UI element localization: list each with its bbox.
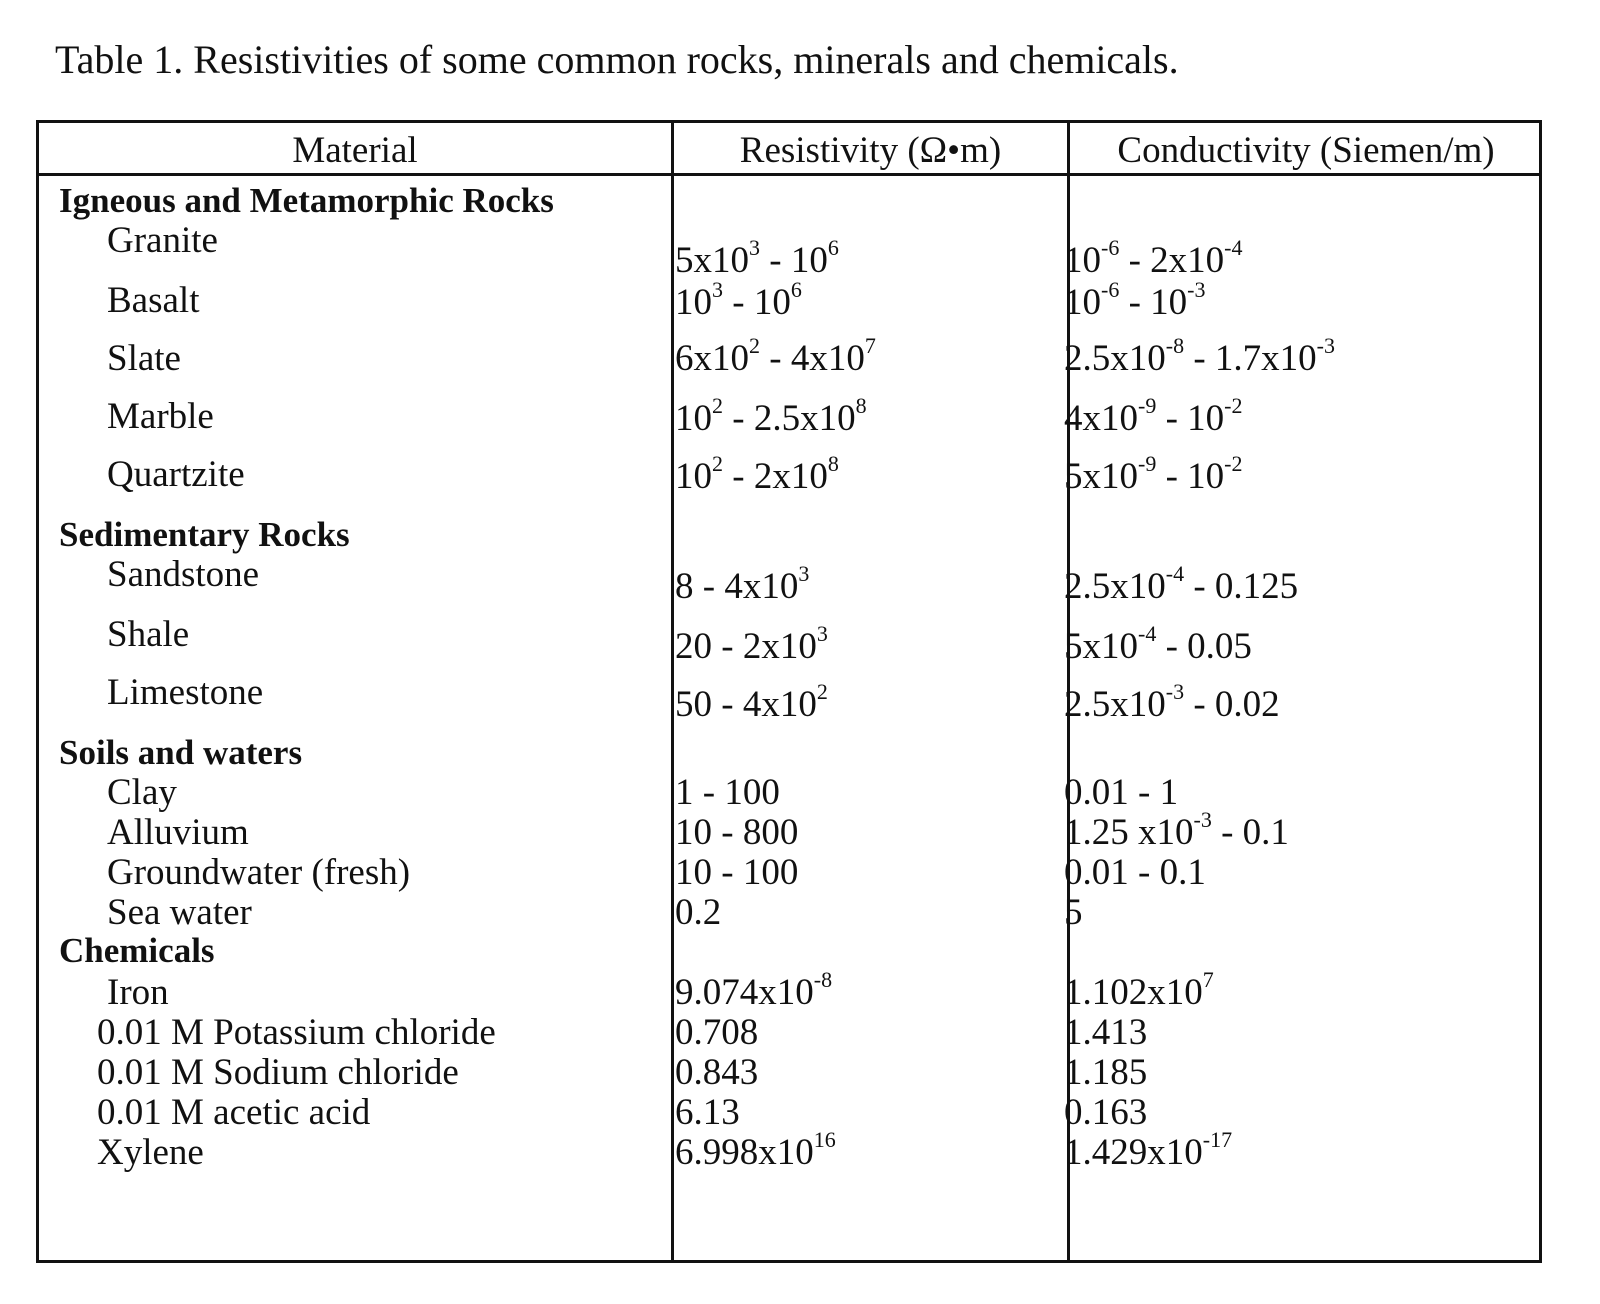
conductivity-cell: $10^{-6} - 2x10^{-4}$	[1064, 234, 1243, 281]
header-resistivity: Resistivity (Ω•m)	[739, 130, 1002, 171]
material-cell: 0.01 M Potassium chloride	[97, 1012, 496, 1053]
material-cell: Basalt	[107, 280, 200, 321]
group-label: Sedimentary Rocks	[59, 515, 350, 554]
conductivity-cell: 1.413	[1064, 1012, 1148, 1053]
material-cell: Marble	[107, 396, 214, 437]
table-caption: Table 1. Resistivities of some common rocks, minerals and chemicals.	[55, 37, 1179, 82]
conductivity-cell: $1.102x10^7$	[1064, 966, 1214, 1013]
resistivity-cell: $20 - 2x10^3$	[675, 620, 828, 667]
material-cell: Granite	[107, 220, 218, 261]
resistivity-table	[36, 120, 1542, 1263]
resistivity-cell: $10^3 - 10^6$	[675, 276, 802, 323]
material-cell: Shale	[107, 614, 190, 655]
conductivity-cell: $2.5x10^{-4} - 0.125$	[1064, 560, 1299, 607]
group-label: Chemicals	[59, 931, 215, 970]
conductivity-cell: $4x10^{-9} - 10^{-2}$	[1064, 392, 1243, 439]
material-cell: 0.01 M acetic acid	[97, 1092, 371, 1133]
conductivity-cell: 0.163	[1064, 1092, 1148, 1133]
header-material: Material	[292, 130, 418, 171]
resistivity-cell: $6.998x10^{16}$	[675, 1126, 836, 1173]
material-cell: Iron	[107, 972, 169, 1013]
resistivity-cell: $9.074x10^{-8}$	[675, 966, 833, 1013]
material-cell: Sea water	[107, 892, 252, 933]
resistivity-cell: 0.708	[675, 1012, 759, 1053]
conductivity-cell: $5x10^{-4} - 0.05$	[1064, 620, 1252, 667]
resistivity-cell: 6.13	[675, 1092, 740, 1133]
conductivity-cell: 1.185	[1064, 1052, 1148, 1093]
resistivity-cell: 0.2	[675, 892, 722, 933]
material-cell: Groundwater (fresh)	[107, 852, 411, 893]
conductivity-cell: 1.25 $x10^{-3} - 0.1$	[1064, 806, 1289, 853]
resistivity-cell: 0.843	[675, 1052, 759, 1093]
conductivity-cell: $5x10^{-9} - 10^{-2}$	[1064, 450, 1243, 497]
conductivity-cell: $10^{-6} - 10^{-3}$	[1064, 276, 1206, 323]
resistivity-cell: $6x10^2 - 4x10^7$	[675, 332, 876, 379]
conductivity-cell: 5	[1064, 892, 1083, 933]
resistivity-cell: $10^2 - 2.5x10^8$	[675, 392, 867, 439]
material-cell: Clay	[107, 772, 177, 813]
conductivity-cell: 0.01 - 1	[1064, 772, 1179, 813]
resistivity-cell: $8 - 4x10^3$	[675, 560, 810, 607]
material-cell: Slate	[107, 338, 181, 379]
resistivity-cell: 10 - 100	[675, 852, 799, 893]
group-label: Soils and waters	[59, 733, 303, 772]
resistivity-cell: $5x10^3 - 10^6$	[675, 234, 839, 281]
resistivity-cell: 1 - 100	[675, 772, 780, 813]
material-cell: Sandstone	[107, 554, 260, 595]
resistivity-cell: $10^2 - 2x10^8$	[675, 450, 839, 497]
table-body	[39, 123, 1539, 1260]
resistivity-cell: $50 - 4x10^2$	[675, 678, 828, 725]
material-cell: Quartzite	[107, 454, 245, 495]
material-cell: 0.01 M Sodium chloride	[97, 1052, 459, 1093]
material-cell: Xylene	[97, 1132, 204, 1173]
group-label: Igneous and Metamorphic Rocks	[59, 181, 554, 220]
material-cell: Limestone	[107, 672, 264, 713]
conductivity-cell: $1.429x10^{-17}$	[1064, 1126, 1233, 1173]
header-conductivity: Conductivity (Siemen/m)	[1117, 130, 1495, 171]
conductivity-cell: $2.5x10^{-3} - 0.02$	[1064, 678, 1280, 725]
conductivity-cell: 0.01 - 0.1	[1064, 852, 1206, 893]
conductivity-cell: $2.5x10^{-8} - 1.7x10^{-3}$	[1064, 332, 1335, 379]
resistivity-cell: 10 - 800	[675, 812, 799, 853]
material-cell: Alluvium	[107, 812, 249, 853]
